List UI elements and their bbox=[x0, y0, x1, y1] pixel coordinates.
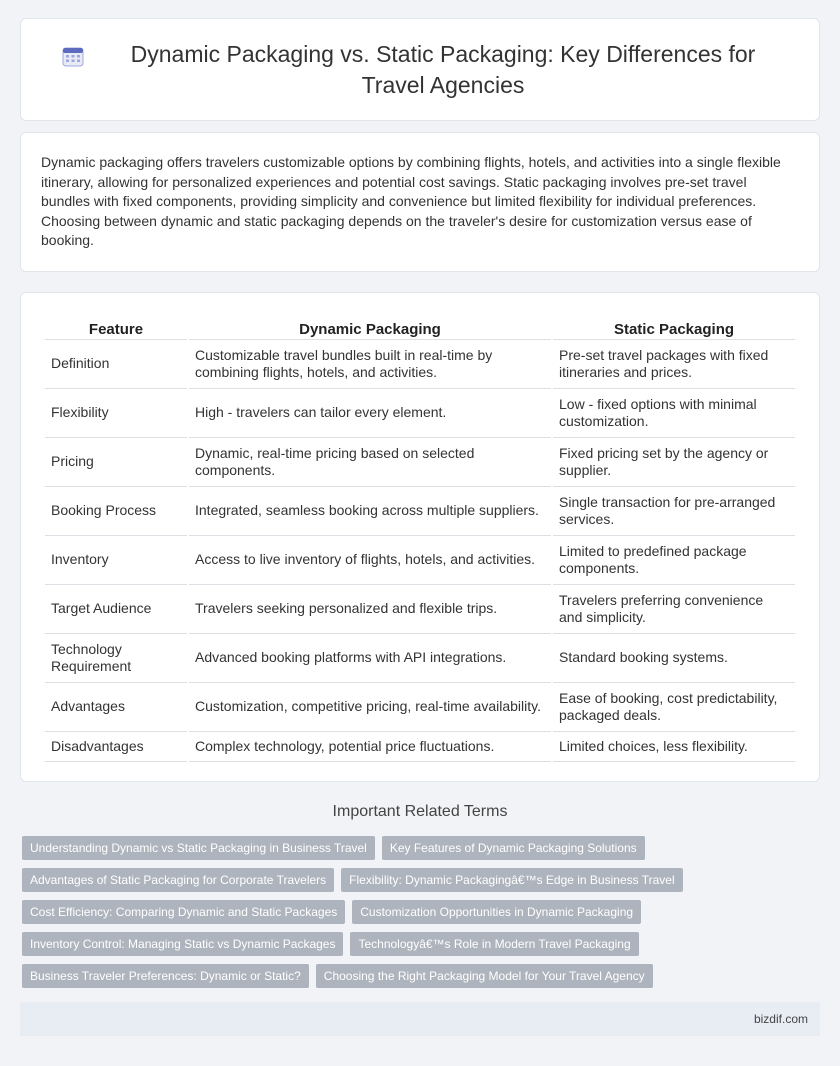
feature-cell: Inventory bbox=[45, 536, 187, 585]
table-row bbox=[45, 683, 795, 732]
related-term-tag[interactable]: Choosing the Right Packaging Model for Your Travel Agency bbox=[316, 964, 653, 988]
dynamic-cell: Customization, competitive pricing, real-time availability. bbox=[189, 683, 551, 732]
feature-cell: Advantages bbox=[45, 683, 187, 732]
dynamic-cell: Customizable travel bundles built in real-time by combining flights, hotels, and activities. bbox=[189, 340, 551, 389]
table-row bbox=[45, 634, 795, 683]
related-term-tag[interactable]: Understanding Dynamic vs Static Packaging in Business Travel bbox=[22, 836, 375, 860]
related-term-tag[interactable]: Customization Opportunities in Dynamic Packaging bbox=[352, 900, 641, 924]
footer bbox=[20, 1002, 820, 1036]
table-row bbox=[45, 732, 795, 762]
static-cell: Limited to predefined package components. bbox=[553, 536, 795, 585]
feature-cell: Definition bbox=[45, 340, 187, 389]
header-feature: Feature bbox=[45, 313, 187, 340]
feature-cell: Booking Process bbox=[45, 487, 187, 536]
static-cell: Ease of booking, cost predictability, packaged deals. bbox=[553, 683, 795, 732]
dynamic-cell: Travelers seeking personalized and flexible trips. bbox=[189, 585, 551, 634]
header-static: Static Packaging bbox=[553, 313, 795, 340]
table-row bbox=[45, 536, 795, 585]
related-term-tag[interactable]: Technologyâ€™s Role in Modern Travel Packaging bbox=[350, 932, 638, 956]
dynamic-cell: Advanced booking platforms with API integrations. bbox=[189, 634, 551, 683]
feature-cell: Technology Requirement bbox=[45, 634, 187, 683]
related-term-tag[interactable]: Advantages of Static Packaging for Corporate Travelers bbox=[22, 868, 334, 892]
related-term-tag[interactable]: Key Features of Dynamic Packaging Solutions bbox=[382, 836, 645, 860]
header-card bbox=[20, 18, 820, 121]
related-terms-title: Important Related Terms bbox=[332, 803, 508, 820]
static-cell: Standard booking systems. bbox=[553, 634, 795, 683]
dynamic-cell: High - travelers can tailor every element. bbox=[189, 389, 551, 438]
table-row bbox=[45, 487, 795, 536]
related-term-tag[interactable]: Inventory Control: Managing Static vs Dynamic Packages bbox=[22, 932, 343, 956]
static-cell: Travelers preferring convenience and simplicity. bbox=[553, 585, 795, 634]
static-cell: Fixed pricing set by the agency or supplier. bbox=[553, 438, 795, 487]
table-row bbox=[45, 438, 795, 487]
feature-cell: Target Audience bbox=[45, 585, 187, 634]
feature-cell: Pricing bbox=[45, 438, 187, 487]
related-term-tag[interactable]: Business Traveler Preferences: Dynamic or Static? bbox=[22, 964, 309, 988]
intro-paragraph: Dynamic packaging offers travelers customizable options by combining flights, hotels, and activities into a single flexible itinerary, allowing for personalized experiences and potential cost savings. Static packaging involves pre-set travel bundles with fixed components, providing simplicity and convenience but limited flexibility for individual preferences. Choosing between dynamic and static packaging depends on the traveler's desire for customization versus ease of booking. bbox=[41, 154, 781, 248]
table-row bbox=[45, 585, 795, 634]
page-title: Dynamic Packaging vs. Static Packaging: Key Differences for Travel Agencies bbox=[130, 40, 756, 98]
header-dynamic: Dynamic Packaging bbox=[189, 313, 551, 340]
intro-card bbox=[20, 132, 820, 272]
static-cell: Pre-set travel packages with fixed itineraries and prices. bbox=[553, 340, 795, 389]
related-term-tag[interactable]: Cost Efficiency: Comparing Dynamic and Static Packages bbox=[22, 900, 345, 924]
dynamic-cell: Access to live inventory of flights, hotels, and activities. bbox=[189, 536, 551, 585]
dynamic-cell: Complex technology, potential price fluctuations. bbox=[189, 732, 551, 762]
table-header-row bbox=[45, 313, 795, 340]
dynamic-cell: Integrated, seamless booking across multiple suppliers. bbox=[189, 487, 551, 536]
static-cell: Low - fixed options with minimal customization. bbox=[553, 389, 795, 438]
comparison-table bbox=[43, 313, 797, 762]
feature-cell: Disadvantages bbox=[45, 732, 187, 762]
comparison-table-card bbox=[20, 292, 820, 782]
table-row bbox=[45, 389, 795, 438]
calendar-icon bbox=[61, 44, 85, 68]
static-cell: Single transaction for pre-arranged services. bbox=[553, 487, 795, 536]
related-terms-list bbox=[22, 836, 822, 996]
footer-site-link[interactable]: bizdif.com bbox=[753, 1012, 808, 1026]
table-row bbox=[45, 340, 795, 389]
feature-cell: Flexibility bbox=[45, 389, 187, 438]
static-cell: Limited choices, less flexibility. bbox=[553, 732, 795, 762]
related-term-tag[interactable]: Flexibility: Dynamic Packagingâ€™s Edge in Business Travel bbox=[341, 868, 682, 892]
dynamic-cell: Dynamic, real-time pricing based on selected components. bbox=[189, 438, 551, 487]
